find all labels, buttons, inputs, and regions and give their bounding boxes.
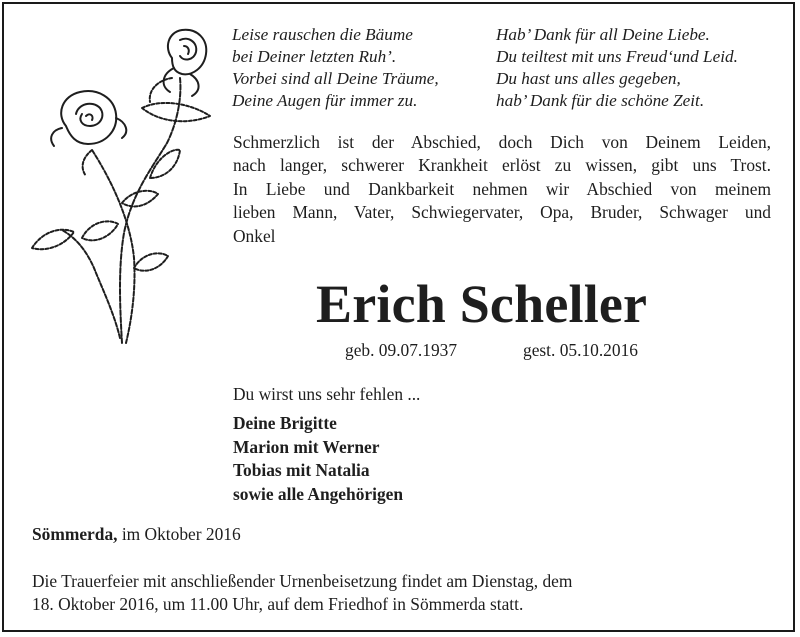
poem-line: Du teiltest mit uns Freud‘und Leid. bbox=[496, 47, 738, 66]
funeral-line: Die Trauerfeier mit anschließender Urnenbeisetzung findet am Dienstag, dem bbox=[32, 571, 573, 591]
mourner-name: Tobias mit Natalia bbox=[233, 460, 370, 480]
place-date: im Oktober 2016 bbox=[117, 524, 241, 544]
death-date: gest. 05.10.2016 bbox=[523, 340, 638, 360]
mourners-list bbox=[233, 412, 403, 506]
intro-line: Schmerzlich ist der Abschied, doch Dich von Deinem Leiden, bbox=[233, 132, 771, 152]
poem-left-stanza bbox=[232, 24, 439, 112]
intro-line: In Liebe und Dankbarkeit nehmen wir Abschied von meinem bbox=[233, 178, 771, 199]
intro-line: lieben Mann, Vater, Schwiegervater, Opa, Bruder, Schwager und bbox=[233, 202, 771, 223]
place-city: Sömmerda, bbox=[32, 524, 118, 544]
intro-line: nach langer, schwerer Krankheit erlöst zu wissen, gibt uns Trost. bbox=[233, 155, 771, 176]
mourner-name: Marion mit Werner bbox=[233, 436, 380, 457]
birth-date: geb. 09.07.1937 bbox=[345, 340, 458, 360]
mourner-name: Deine Brigitte bbox=[233, 413, 337, 433]
poem-line: Hab’ Dank für all Deine Liebe. bbox=[496, 25, 710, 44]
poem-line: Du hast uns alles gegeben, bbox=[496, 69, 681, 88]
farewell-line: Du wirst uns sehr fehlen ... bbox=[233, 384, 421, 404]
poem-line: Vorbei sind all Deine Träume, bbox=[232, 69, 439, 88]
intro-line: Onkel bbox=[233, 225, 276, 246]
funeral-notice bbox=[32, 570, 672, 615]
poem-line: hab’ Dank für die schöne Zeit. bbox=[496, 91, 705, 110]
poem-line: Deine Augen für immer zu. bbox=[232, 91, 418, 110]
deceased-name: Erich Scheller bbox=[316, 274, 648, 334]
place-and-date bbox=[32, 524, 241, 545]
mourner-name: sowie alle Angehörigen bbox=[233, 483, 404, 504]
poem-line: Leise rauschen die Bäume bbox=[232, 25, 413, 44]
rose-branch-icon bbox=[22, 18, 222, 348]
intro-paragraph bbox=[233, 131, 771, 248]
poem-right-stanza bbox=[496, 24, 738, 112]
poem-line: bei Deiner letzten Ruh’. bbox=[232, 47, 397, 66]
funeral-line: 18. Oktober 2016, um 11.00 Uhr, auf dem Friedhof in Sömmerda statt. bbox=[32, 593, 524, 614]
